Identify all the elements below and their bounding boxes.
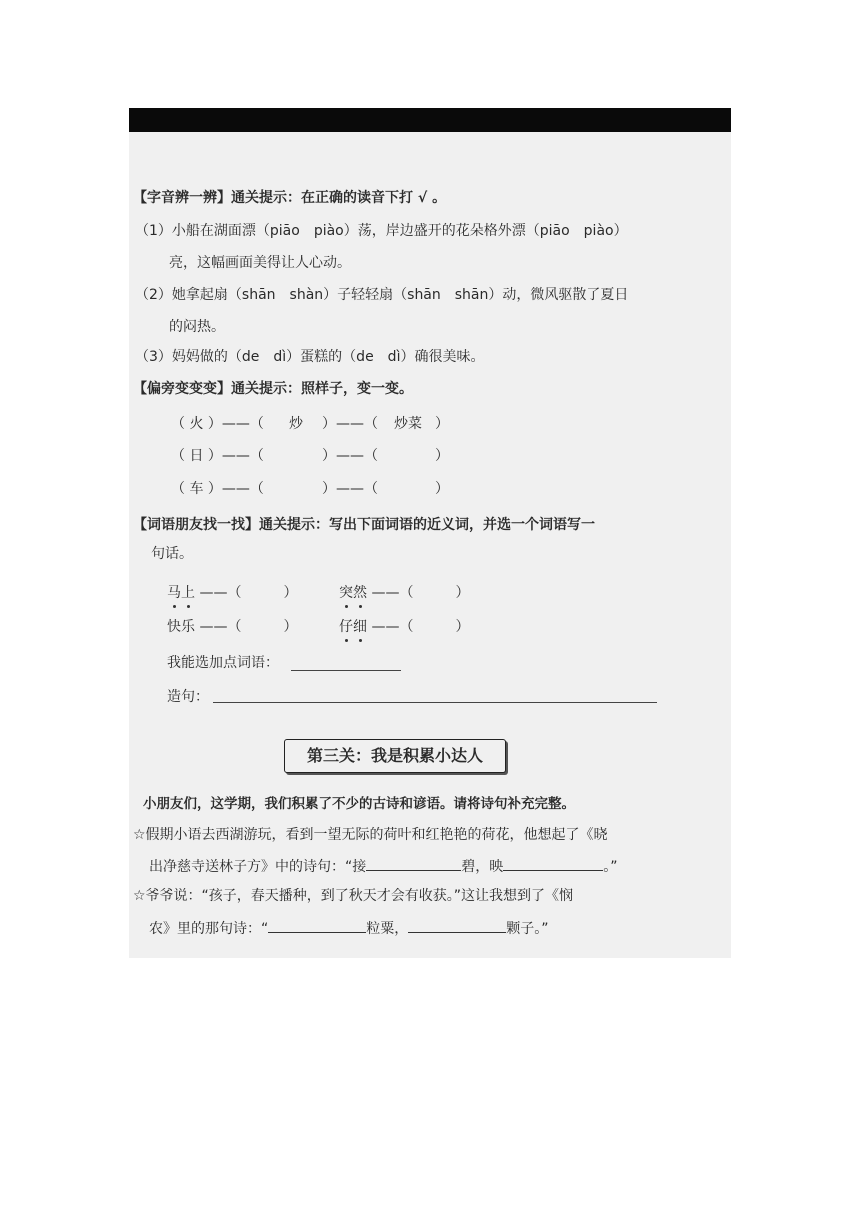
poem-1-prefix: 出净慈寺送林子方》中的诗句：“接	[149, 859, 367, 875]
synonym-blank-1[interactable]: ——（ ）	[199, 585, 298, 601]
radical-row-3-end: ）	[435, 481, 449, 497]
radical-row-2-end: ）	[435, 448, 449, 464]
poem-2-blank-a[interactable]	[268, 918, 366, 933]
choose-word-label: 我能选加点词语：	[167, 655, 279, 671]
synonym-blank-2[interactable]: ——（ ）	[371, 585, 470, 601]
poem-question-2-line-a: ☆爷爷说：“孩子，春天播种，到了秋天才会有收获。”这让我想到了《悯	[133, 888, 574, 904]
word-mashang-char2: 上	[181, 585, 195, 601]
question-1-line-a: （1）小船在湖面漂（piāo piào）荡，岸边盛开的花朵格外漂（piāo piào）	[135, 223, 628, 239]
synonym-pair-4	[339, 618, 469, 636]
poem-2-blank-b[interactable]	[408, 918, 506, 933]
word-kuaile: 快乐	[167, 619, 195, 635]
synonym-pair-3	[167, 618, 297, 636]
header-black-bar	[129, 108, 731, 132]
question-1-line-b: 亮，这幅画面美得让人心动。	[169, 255, 351, 271]
radical-row-3-prefix: （ 车 ）——（	[171, 481, 264, 497]
question-2-line-a: （2）她拿起扇（shān shàn）子轻轻扇（shān shān）动，微风驱散了夏日	[135, 287, 629, 303]
synonym-pair-2	[339, 584, 469, 602]
poem-1-middle: 碧，映	[461, 859, 504, 875]
radical-row-1-end: ）	[435, 416, 449, 432]
radical-row-3-mid: ）——（	[322, 481, 378, 497]
radical-row-2-mid: ）——（	[322, 448, 378, 464]
question-3-line: （3）妈妈做的（de dì）蛋糕的（de dì）确很美味。	[135, 349, 485, 365]
section2-heading: 【偏旁变变变】通关提示：照样子，变一变。	[133, 381, 413, 397]
poem-question-1-line-b	[149, 856, 618, 876]
poem-2-middle: 粒粟，	[366, 921, 409, 937]
section3-heading-b: 句话。	[151, 546, 193, 562]
word-matshang-char1: 马	[167, 585, 181, 601]
radical-row-1-word: 炒菜	[394, 416, 422, 432]
poem-question-2-line-b	[149, 918, 549, 938]
question-2-line-b: 的闷热。	[169, 319, 225, 335]
choose-word-blank[interactable]	[291, 670, 401, 671]
radical-row-1-mid: ）——（	[322, 416, 378, 432]
word-zixi-char1: 仔	[339, 619, 353, 635]
word-turan-char2: 然	[353, 585, 367, 601]
section4-intro: 小朋友们，这学期，我们积累了不少的古诗和谚语。请将诗句补充完整。	[143, 796, 575, 812]
radical-row-2-prefix: （ 日 ）——（	[171, 448, 264, 464]
radical-row-1-char: 炒	[289, 416, 303, 432]
word-turan-char1: 突	[339, 585, 353, 601]
word-zixi-char2: 细	[353, 619, 367, 635]
synonym-pair-1	[167, 584, 297, 602]
sentence-label: 造句：	[167, 689, 209, 705]
poem-2-prefix: 农》里的那句诗：“	[149, 921, 269, 937]
synonym-blank-4[interactable]: ——（ ）	[371, 619, 470, 635]
worksheet-page	[129, 108, 731, 958]
poem-2-end: 颗子。”	[506, 921, 549, 937]
section3-heading-a: 【词语朋友找一找】通关提示：写出下面词语的近义词，并选一个词语写一	[133, 517, 595, 533]
synonym-blank-3[interactable]: ——（ ）	[199, 619, 298, 635]
poem-1-end: 。”	[603, 859, 618, 875]
sentence-blank[interactable]	[213, 702, 657, 703]
poem-1-blank-b[interactable]	[503, 856, 603, 871]
section1-heading: 【字音辨一辨】通关提示：在正确的读音下打 √ 。	[133, 190, 447, 206]
poem-question-1-line-a: ☆假期小语去西湖游玩，看到一望无际的荷叶和红艳艳的荷花，他想起了《晓	[133, 827, 608, 843]
radical-row-1-prefix: （ 火 ）——（	[171, 416, 264, 432]
poem-1-blank-a[interactable]	[366, 856, 461, 871]
level3-title: 第三关：我是积累小达人	[284, 739, 506, 773]
